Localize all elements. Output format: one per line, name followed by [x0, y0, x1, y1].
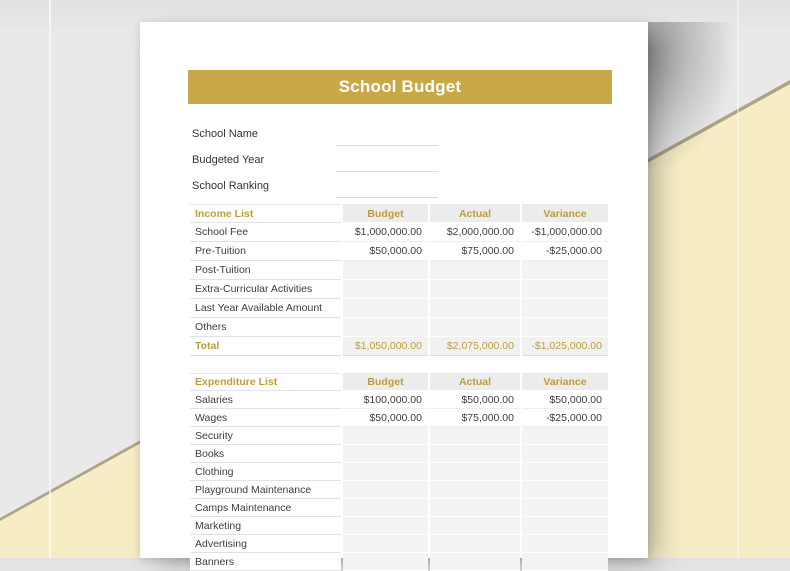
- cell-budget[interactable]: [343, 535, 428, 553]
- cell-actual: $75,000.00: [430, 242, 520, 261]
- cell-variance[interactable]: [522, 517, 608, 535]
- cell-variance: -$25,000.00: [522, 409, 608, 427]
- cell-actual[interactable]: [430, 535, 520, 553]
- table-row: [190, 318, 608, 337]
- field-school-ranking: [188, 172, 612, 198]
- table-row: [190, 463, 608, 481]
- cell-actual: $2,000,000.00: [430, 223, 520, 242]
- cell-budget[interactable]: [343, 463, 428, 481]
- expenditure-header-row: [190, 373, 608, 391]
- cell-actual: $50,000.00: [430, 391, 520, 409]
- cell-variance[interactable]: [522, 481, 608, 499]
- cell-actual[interactable]: [430, 553, 520, 571]
- column-header-actual: Actual: [430, 204, 520, 223]
- cell-actual[interactable]: [430, 318, 520, 337]
- table-row: [190, 409, 608, 427]
- row-label: Advertising: [190, 535, 341, 553]
- table-row: [190, 445, 608, 463]
- column-header-budget: Budget: [343, 373, 428, 391]
- school-ranking-input[interactable]: [336, 182, 438, 198]
- row-label: Security: [190, 427, 341, 445]
- cell-variance[interactable]: [522, 499, 608, 517]
- row-label: School Fee: [190, 223, 341, 242]
- cell-variance[interactable]: [522, 463, 608, 481]
- row-label: Pre-Tuition: [190, 242, 341, 261]
- cell-actual[interactable]: [430, 427, 520, 445]
- cell-variance[interactable]: [522, 427, 608, 445]
- school-name-input[interactable]: [336, 130, 438, 146]
- cell-budget[interactable]: [343, 499, 428, 517]
- cell-variance[interactable]: [522, 280, 608, 299]
- cell-budget: $50,000.00: [343, 409, 428, 427]
- row-label: Extra-Curricular Activities: [190, 280, 341, 299]
- page-title: School Budget: [338, 77, 462, 96]
- row-label: Salaries: [190, 391, 341, 409]
- table-row: [190, 223, 608, 242]
- table-row: [190, 535, 608, 553]
- row-label: Others: [190, 318, 341, 337]
- column-header-variance: Variance: [522, 204, 608, 223]
- row-label: Playground Maintenance: [190, 481, 341, 499]
- total-variance: -$1,025,000.00: [522, 337, 608, 356]
- backdrop-seam-left: [49, 0, 51, 558]
- income-table: [188, 204, 610, 356]
- budgeted-year-input[interactable]: [336, 156, 438, 172]
- cell-budget[interactable]: [343, 318, 428, 337]
- cell-budget[interactable]: [343, 299, 428, 318]
- field-school-name: [188, 120, 612, 146]
- cell-variance[interactable]: [522, 318, 608, 337]
- column-header-actual: Actual: [430, 373, 520, 391]
- income-total-row: [190, 337, 608, 356]
- row-label: Clothing: [190, 463, 341, 481]
- cell-budget[interactable]: [343, 280, 428, 299]
- table-row: [190, 553, 608, 571]
- cell-variance: -$1,000,000.00: [522, 223, 608, 242]
- cell-variance[interactable]: [522, 445, 608, 463]
- cell-actual[interactable]: [430, 463, 520, 481]
- cell-variance[interactable]: [522, 535, 608, 553]
- table-row: [190, 299, 608, 318]
- row-label: Wages: [190, 409, 341, 427]
- cell-budget[interactable]: [343, 445, 428, 463]
- cell-variance[interactable]: [522, 261, 608, 280]
- cell-actual[interactable]: [430, 261, 520, 280]
- row-label: Books: [190, 445, 341, 463]
- total-label: Total: [190, 337, 341, 356]
- cell-variance: -$25,000.00: [522, 242, 608, 261]
- table-row: [190, 280, 608, 299]
- table-row: [190, 427, 608, 445]
- cell-actual[interactable]: [430, 517, 520, 535]
- table-row: [190, 391, 608, 409]
- income-header-row: [190, 204, 608, 223]
- fields-section: [188, 120, 612, 198]
- row-label: Last Year Available Amount: [190, 299, 341, 318]
- cell-budget[interactable]: [343, 481, 428, 499]
- title-bar: [188, 70, 612, 104]
- cell-budget[interactable]: [343, 517, 428, 535]
- cell-budget[interactable]: [343, 261, 428, 280]
- column-header-budget: Budget: [343, 204, 428, 223]
- column-header-variance: Variance: [522, 373, 608, 391]
- table-row: [190, 499, 608, 517]
- row-label: Camps Maintenance: [190, 499, 341, 517]
- total-actual: $2,075,000.00: [430, 337, 520, 356]
- total-budget: $1,050,000.00: [343, 337, 428, 356]
- field-label: Budgeted Year: [192, 154, 265, 166]
- row-label: Post-Tuition: [190, 261, 341, 280]
- row-label: Marketing: [190, 517, 341, 535]
- cell-actual: $75,000.00: [430, 409, 520, 427]
- backdrop-seam-right: [737, 0, 739, 558]
- table-row: [190, 261, 608, 280]
- cell-budget: $100,000.00: [343, 391, 428, 409]
- income-section-label: Income List: [190, 204, 341, 223]
- field-label: School Ranking: [192, 180, 270, 192]
- cell-variance[interactable]: [522, 299, 608, 318]
- table-row: [190, 481, 608, 499]
- cell-variance: $50,000.00: [522, 391, 608, 409]
- cell-actual[interactable]: [430, 280, 520, 299]
- page-shadow: [646, 22, 736, 232]
- cell-budget: $50,000.00: [343, 242, 428, 261]
- expenditure-section-label: Expenditure List: [190, 373, 341, 391]
- document-page: [140, 22, 648, 568]
- cell-actual[interactable]: [430, 445, 520, 463]
- cell-budget[interactable]: [343, 553, 428, 571]
- cell-actual[interactable]: [430, 481, 520, 499]
- cell-actual[interactable]: [430, 499, 520, 517]
- field-budgeted-year: [188, 146, 612, 172]
- cell-variance[interactable]: [522, 553, 608, 571]
- cell-budget[interactable]: [343, 427, 428, 445]
- table-row: [190, 517, 608, 535]
- table-row: [190, 242, 608, 261]
- cell-actual[interactable]: [430, 299, 520, 318]
- field-label: School Name: [192, 128, 259, 140]
- cell-budget: $1,000,000.00: [343, 223, 428, 242]
- expenditure-table: [188, 373, 610, 571]
- row-label: Banners: [190, 553, 341, 571]
